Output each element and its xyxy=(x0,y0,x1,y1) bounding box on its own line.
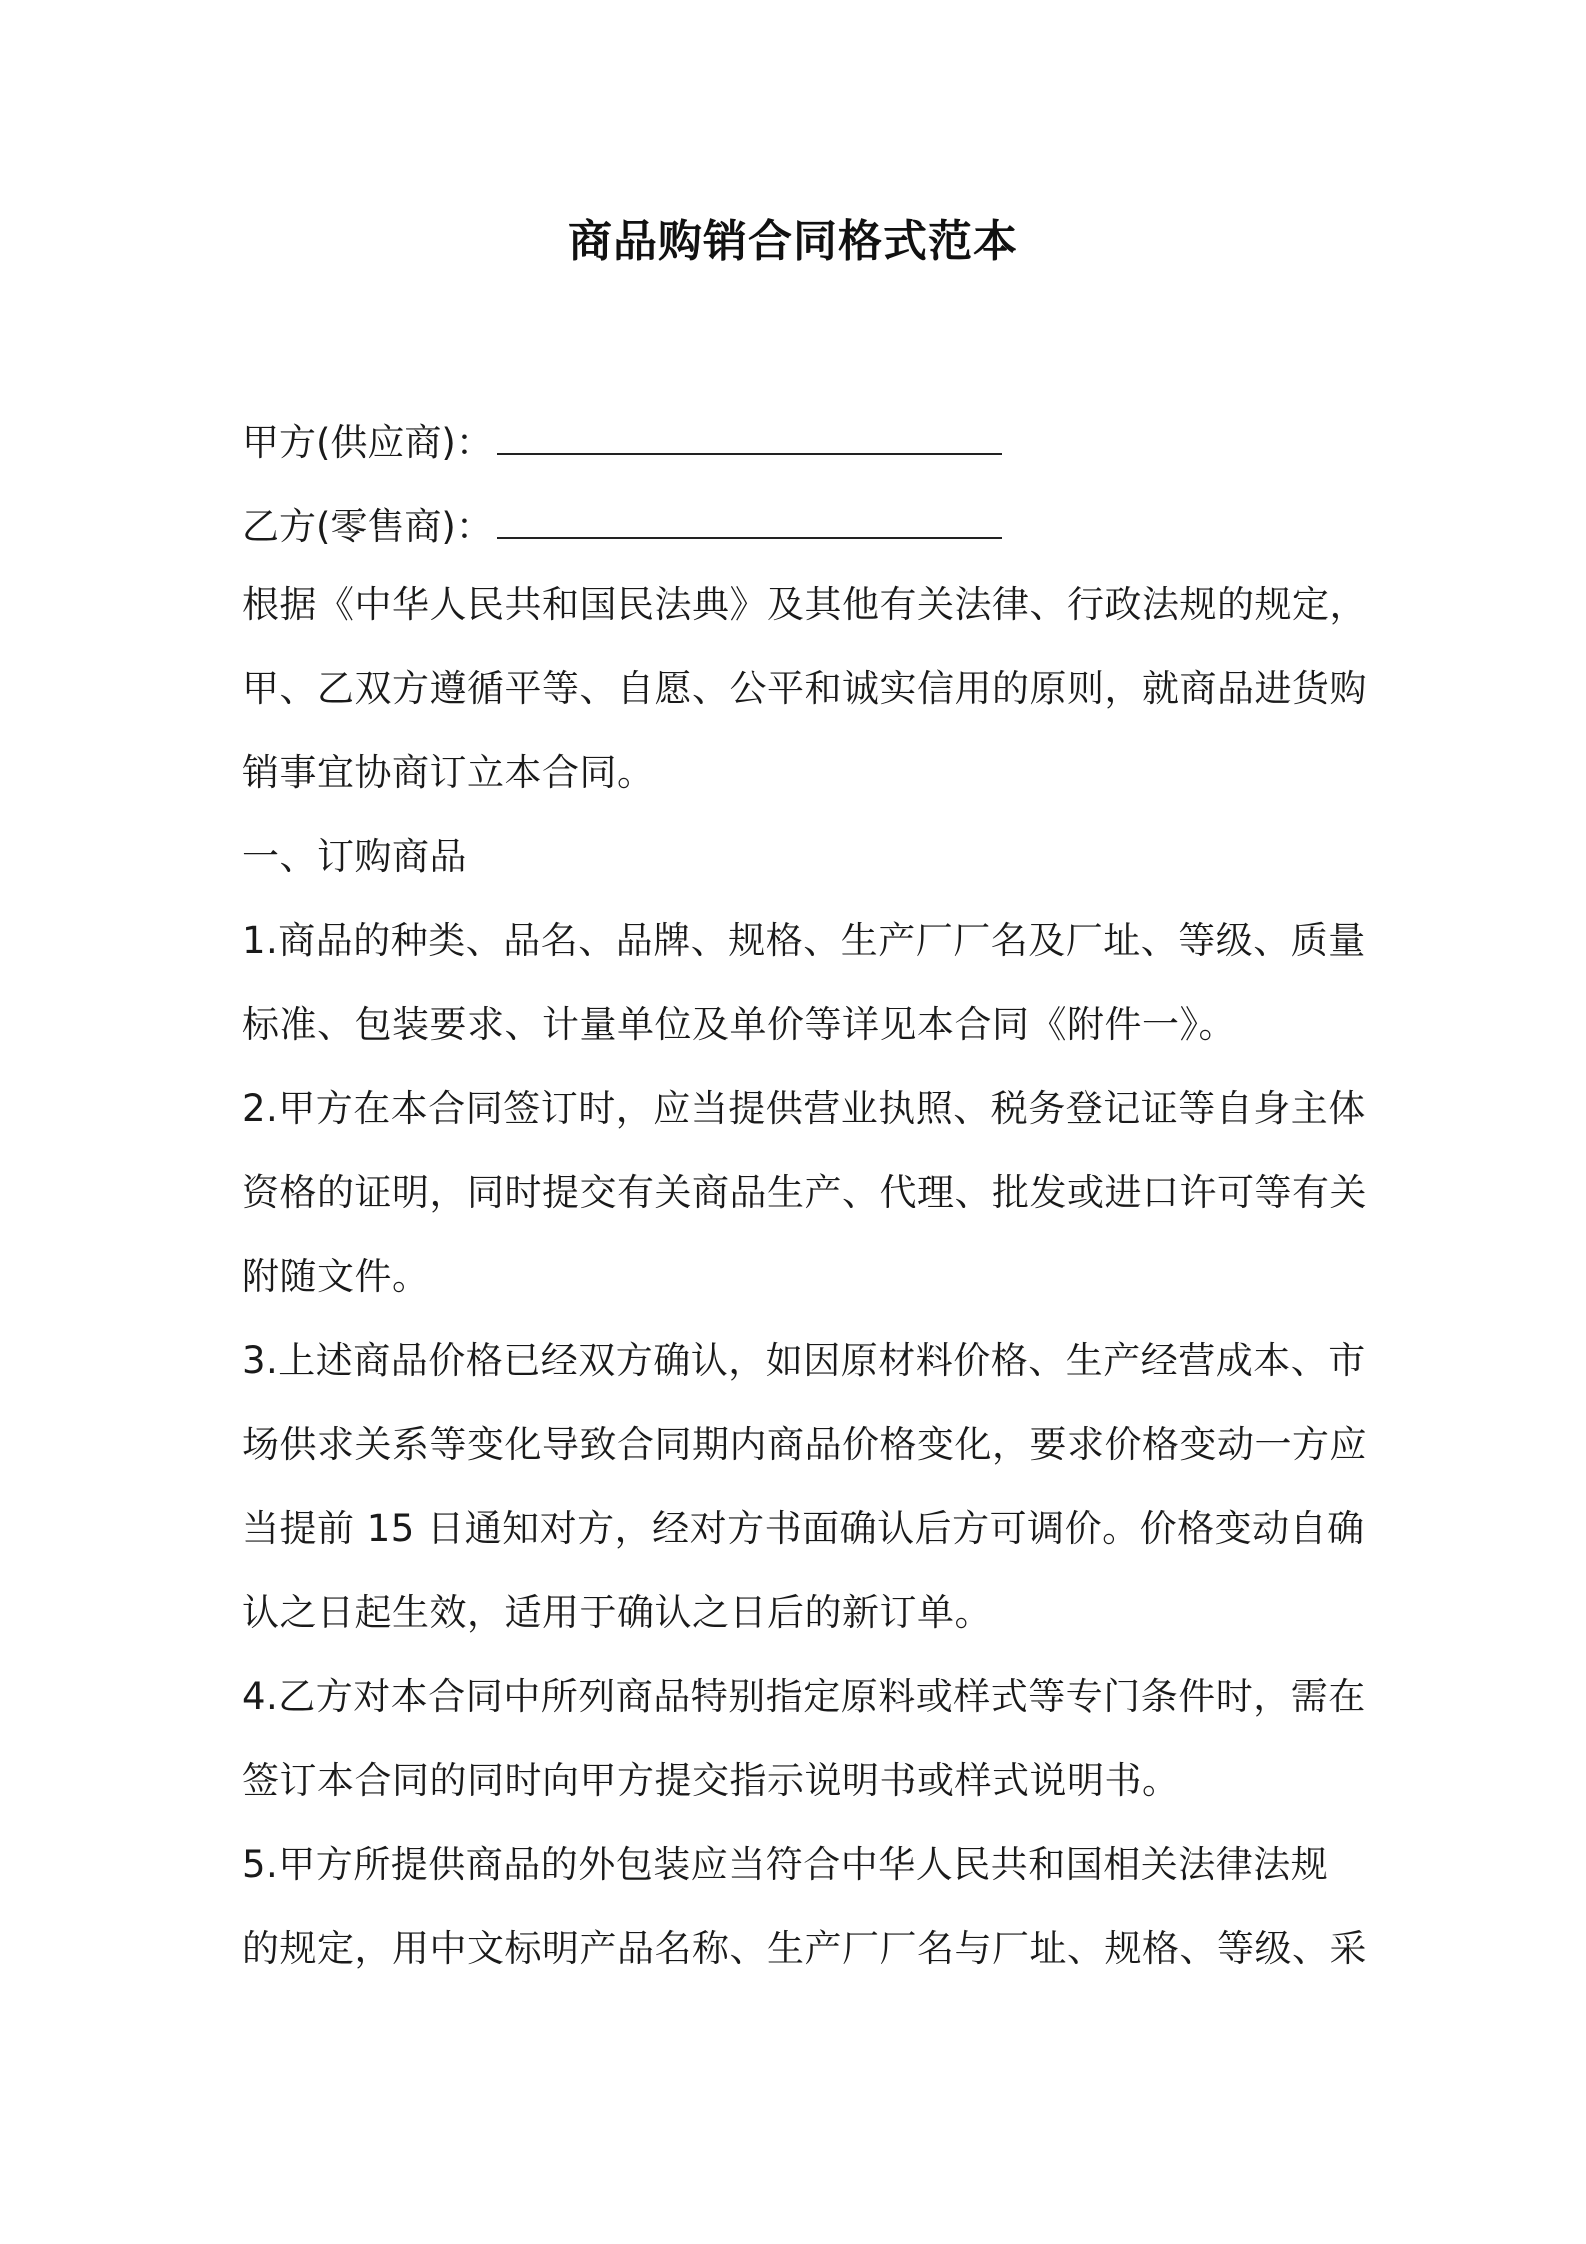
text-line: 认之日起生效，适用于确认之日后的新订单。 xyxy=(242,1591,992,1634)
party-a-line xyxy=(242,418,1002,468)
party-b-blank-field[interactable] xyxy=(497,503,1002,539)
text-line: 1.商品的种类、品名、品牌、规格、生产厂厂名及厂址、等级、质量 xyxy=(242,919,1366,962)
text-line: 甲、乙双方遵循平等、自愿、公平和诚实信用的原则，就商品进货购 xyxy=(242,667,1367,710)
text-line: 场供求关系等变化导致合同期内商品价格变化，要求价格变动一方应 xyxy=(242,1423,1367,1466)
text-line: 4.乙方对本合同中所列商品特别指定原料或样式等专门条件时，需在 xyxy=(242,1675,1366,1718)
party-b-line xyxy=(242,502,1002,552)
text-line: 3.上述商品价格已经双方确认，如因原材料价格、生产经营成本、市 xyxy=(242,1339,1366,1382)
text-line: 标准、包装要求、计量单位及单价等详见本合同《附件一》。 xyxy=(242,1003,1236,1046)
text-line: 销事宜协商订立本合同。 xyxy=(242,751,655,794)
party-b-label: 乙方(零售商)： xyxy=(242,505,493,548)
text-line: 5.甲方所提供商品的外包装应当符合中华人民共和国相关法律法规 xyxy=(242,1843,1329,1886)
text-line: 2.甲方在本合同签订时，应当提供营业执照、税务登记证等自身主体 xyxy=(242,1087,1366,1130)
section-heading: 一、订购商品 xyxy=(242,835,467,878)
text-line: 签订本合同的同时向甲方提交指示说明书或样式说明书。 xyxy=(242,1759,1180,1802)
party-a-blank-field[interactable] xyxy=(497,419,1002,455)
text-line: 根据《中华人民共和国民法典》及其他有关法律、行政法规的规定， xyxy=(242,583,1367,626)
text-line: 附随文件。 xyxy=(242,1255,430,1298)
document-title: 商品购销合同格式范本 xyxy=(568,216,1018,267)
text-line: 当提前 15 日通知对方，经对方书面确认后方可调价。价格变动自确 xyxy=(242,1507,1365,1550)
text-line: 资格的证明，同时提交有关商品生产、代理、批发或进口许可等有关 xyxy=(242,1171,1367,1214)
party-a-label: 甲方(供应商)： xyxy=(242,421,493,464)
text-line: 的规定，用中文标明产品名称、生产厂厂名与厂址、规格、等级、采 xyxy=(242,1927,1367,1970)
